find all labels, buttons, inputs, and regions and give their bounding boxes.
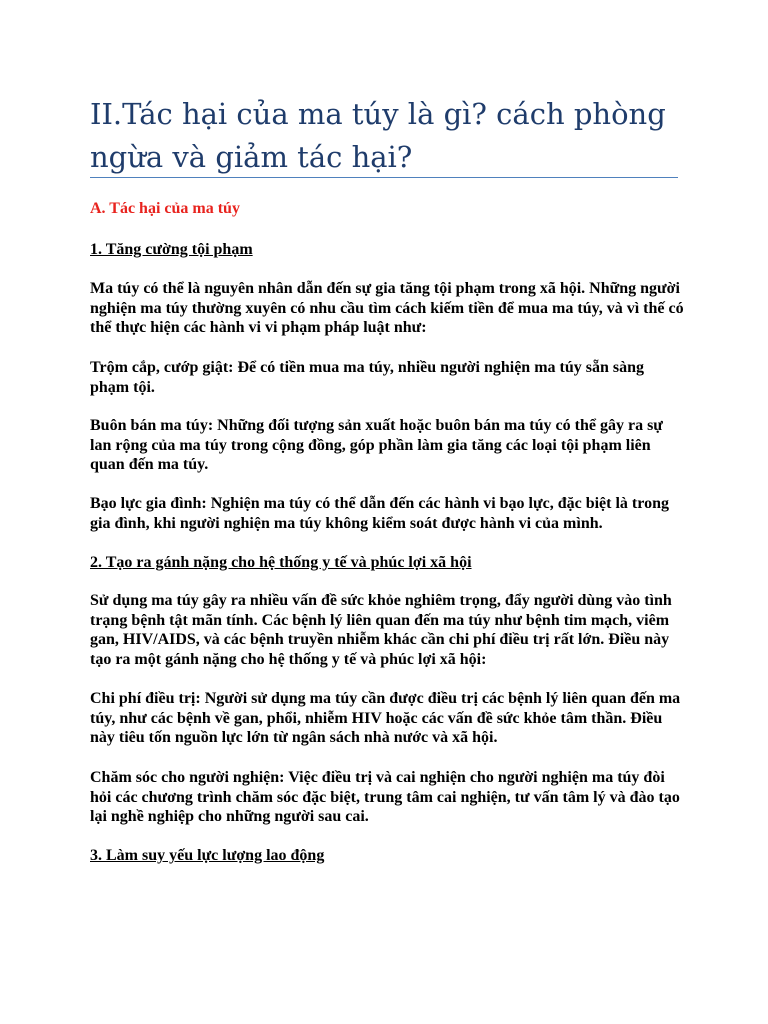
document-title: II.Tác hại của ma túy là gì? cách phòng ngừa và giảm tác hại? bbox=[90, 97, 666, 174]
paragraph-6: Chi phí điều trị: Người sử dụng ma túy cần được điều trị các bệnh lý liên quan đến ma túy, như các bệnh về gan, phổi, nhiễm HIV hoặc các vấn đề sức khỏe tâm thần. Điều này tiêu tốn nguồn lực lớn từ ngân sách nhà nước và xã hội. bbox=[90, 690, 681, 746]
paragraph-4: Bạo lực gia đình: Nghiện ma túy có thể dẫn đến các hành vi bạo lực, đặc biệt là trong gia đình, khi người nghiện ma túy không kiểm soát được hành vi của mình. bbox=[90, 495, 669, 532]
paragraph-1: Ma túy có thể là nguyên nhân dẫn đến sự gia tăng tội phạm trong xã hội. Những người nghiện ma túy thường xuyên có nhu cầu tìm cách kiếm tiền để mua ma túy, và vì thế có thể thực hiện các hành vi vi phạm pháp luật như: bbox=[90, 280, 684, 336]
heading-1: 1. Tăng cường tội phạm bbox=[90, 241, 253, 258]
title-divider bbox=[90, 177, 678, 178]
heading-3: 3. Làm suy yếu lực lượng lao động bbox=[90, 847, 325, 864]
paragraph-3: Buôn bán ma túy: Những đối tượng sản xuất hoặc buôn bán ma túy có thể gây ra sự lan rộng của ma túy trong cộng đồng, góp phần làm gia tăng các loại tội phạm liên quan đến ma túy. bbox=[90, 417, 663, 473]
paragraph-7: Chăm sóc cho người nghiện: Việc điều trị và cai nghiện cho người nghiện ma túy đòi hỏi các chương trình chăm sóc đặc biệt, trung tâm cai nghiện, tư vấn tâm lý và đào tạo lại nghề nghiệp cho những người sau cai. bbox=[90, 769, 680, 825]
paragraph-2: Trộm cắp, cướp giật: Để có tiền mua ma túy, nhiều người nghiện ma túy sẵn sàng phạm tội. bbox=[90, 359, 644, 396]
heading-2: 2. Tạo ra gánh nặng cho hệ thống y tế và phúc lợi xã hội bbox=[90, 554, 472, 571]
section-title: A. Tác hại của ma túy bbox=[90, 200, 240, 217]
paragraph-5: Sử dụng ma túy gây ra nhiều vấn đề sức khỏe nghiêm trọng, đẩy người dùng vào tình trạng bệnh tật mãn tính. Các bệnh lý liên quan đến ma túy như bệnh tim mạch, viêm gan, HIV/AIDS, và các bệnh truyền nhiễm khác cần chi phí điều trị rất lớn. Điều này tạo ra một gánh nặng cho hệ thống y tế và phúc lợi xã hội: bbox=[90, 592, 672, 668]
